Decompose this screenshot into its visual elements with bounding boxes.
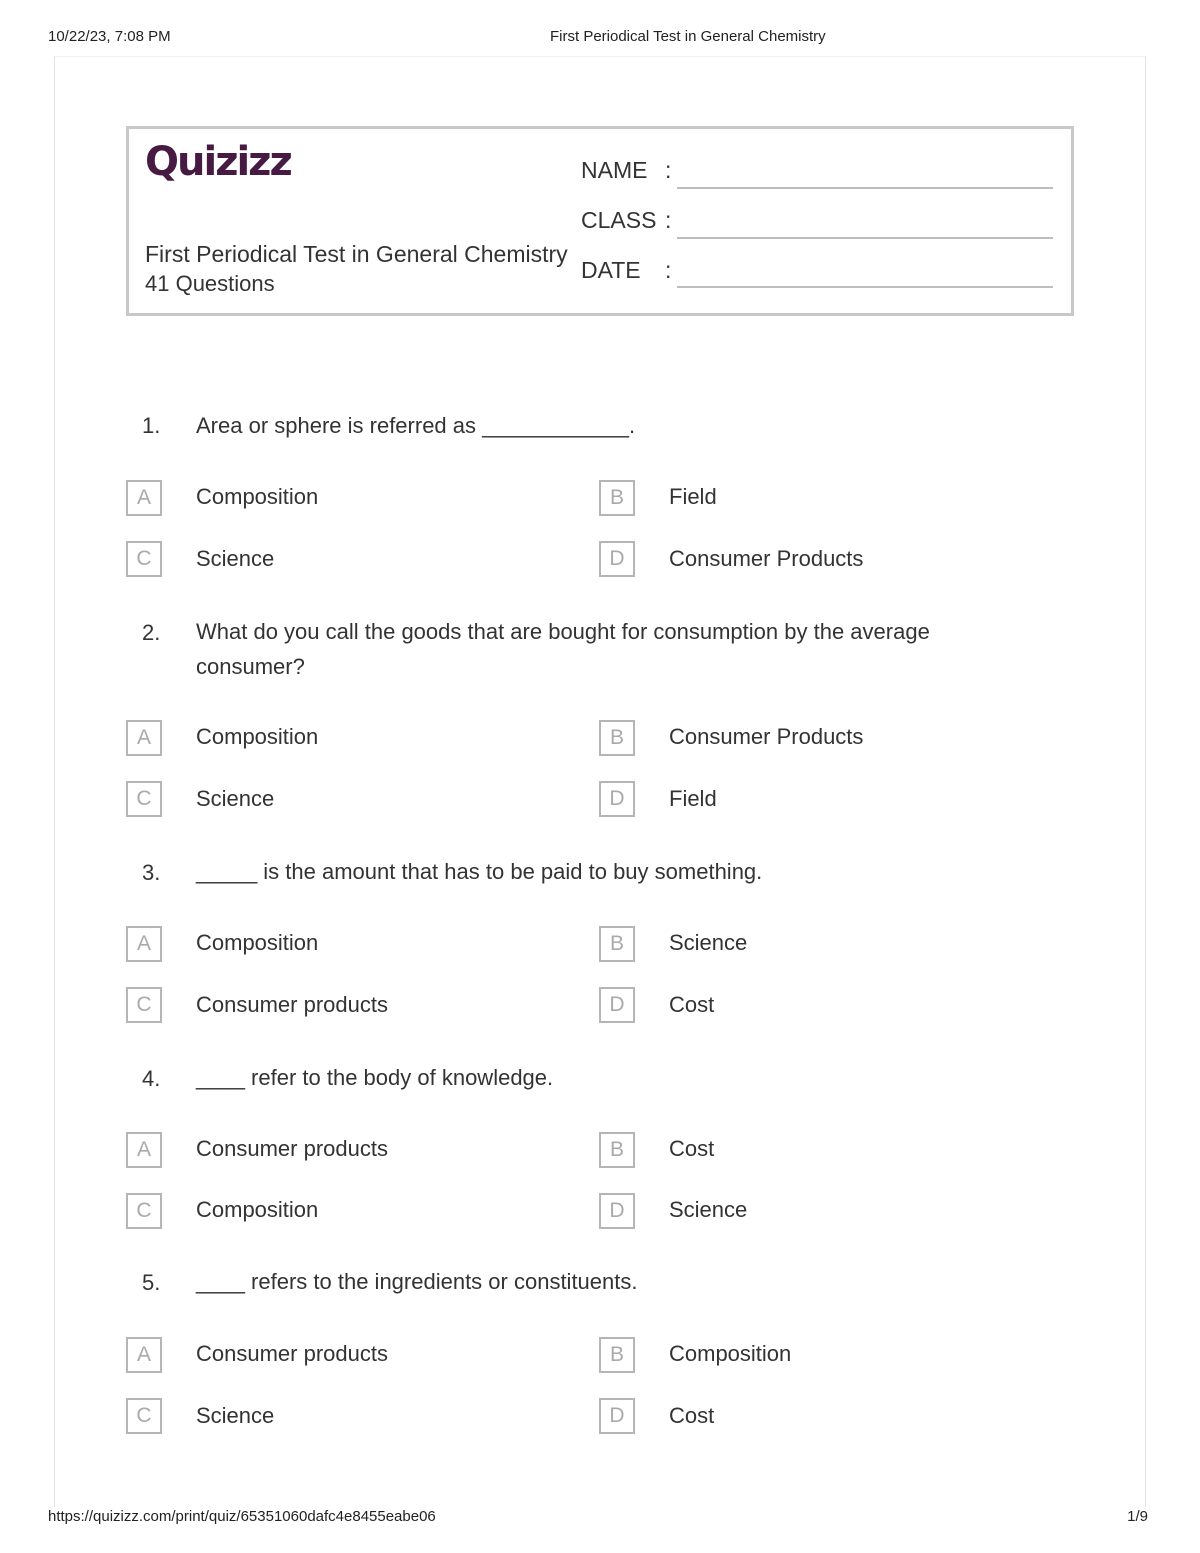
quiz-header-box — [126, 126, 1074, 316]
answer-checkbox[interactable]: D — [599, 541, 635, 577]
quizizz-logo: Quizizz — [145, 139, 291, 185]
quiz-title: First Periodical Test in General Chemistry — [145, 241, 568, 267]
answer-text: Field — [669, 484, 717, 509]
name-field[interactable] — [677, 187, 1053, 189]
class-field[interactable] — [677, 237, 1053, 239]
date-field[interactable] — [677, 286, 1053, 288]
question-text: _____ is the amount that has to be paid to buy something. — [196, 859, 763, 884]
question-number: 4. — [142, 1066, 161, 1091]
answer-checkbox[interactable]: D — [599, 1193, 635, 1229]
question-number: 2. — [142, 620, 161, 645]
question-text: ____ refer to the body of knowledge. — [196, 1065, 554, 1090]
question-number: 5. — [142, 1270, 161, 1295]
name-colon: : — [665, 157, 672, 183]
answer-text: Cost — [669, 1136, 715, 1161]
question-text: Area or sphere is referred as ____________. — [196, 413, 636, 438]
name-label: NAME — [581, 157, 648, 183]
answer-text: Composition — [196, 930, 319, 955]
answer-checkbox[interactable]: C — [126, 1398, 162, 1434]
answer-text: Cost — [669, 992, 715, 1017]
answer-text: Science — [196, 1403, 275, 1428]
answer-checkbox[interactable]: A — [126, 480, 162, 516]
class-colon: : — [665, 207, 672, 233]
answer-checkbox[interactable]: A — [126, 720, 162, 756]
answer-text: Composition — [196, 1197, 319, 1222]
answer-checkbox[interactable]: B — [599, 1337, 635, 1373]
print-header-datetime: 10/22/23, 7:08 PM — [48, 28, 171, 45]
answer-text: Field — [669, 786, 717, 811]
question-number: 1. — [142, 413, 161, 438]
answer-checkbox[interactable]: C — [126, 541, 162, 577]
answer-checkbox[interactable]: B — [599, 720, 635, 756]
print-header-title: First Periodical Test in General Chemistry — [550, 28, 826, 45]
date-label: DATE — [581, 257, 641, 283]
answer-checkbox[interactable]: B — [599, 1132, 635, 1168]
question-text: What do you call the goods that are bought for consumption by the average consumer? — [196, 619, 930, 679]
answer-checkbox[interactable]: A — [126, 926, 162, 962]
question-text: ____ refers to the ingredients or constituents. — [196, 1269, 638, 1294]
answer-text: Composition — [669, 1341, 792, 1366]
class-label: CLASS — [581, 207, 657, 233]
answer-text: Consumer Products — [669, 546, 864, 571]
answer-text: Science — [669, 1197, 748, 1222]
answer-text: Consumer products — [196, 1136, 388, 1161]
date-colon: : — [665, 257, 672, 283]
answer-text: Consumer Products — [669, 724, 864, 749]
answer-checkbox[interactable]: C — [126, 987, 162, 1023]
answer-text: Science — [196, 546, 275, 571]
question-number: 3. — [142, 860, 161, 885]
print-footer-page: 1/9 — [1127, 1508, 1148, 1525]
answer-text: Consumer products — [196, 992, 388, 1017]
print-footer-url[interactable]: https://quizizz.com/print/quiz/65351060dafc4e8455eabe06 — [48, 1508, 436, 1525]
answer-checkbox[interactable]: B — [599, 480, 635, 516]
answer-text: Composition — [196, 484, 319, 509]
answer-checkbox[interactable]: C — [126, 1193, 162, 1229]
answer-checkbox[interactable]: B — [599, 926, 635, 962]
answer-checkbox[interactable]: A — [126, 1337, 162, 1373]
answer-text: Cost — [669, 1403, 715, 1428]
answer-text: Composition — [196, 724, 319, 749]
answer-checkbox[interactable]: C — [126, 781, 162, 817]
answer-text: Science — [196, 786, 275, 811]
answer-text: Consumer products — [196, 1341, 388, 1366]
question-count: 41 Questions — [145, 271, 275, 296]
answer-checkbox[interactable]: A — [126, 1132, 162, 1168]
answer-checkbox[interactable]: D — [599, 1398, 635, 1434]
answer-checkbox[interactable]: D — [599, 987, 635, 1023]
answer-text: Science — [669, 930, 748, 955]
answer-checkbox[interactable]: D — [599, 781, 635, 817]
